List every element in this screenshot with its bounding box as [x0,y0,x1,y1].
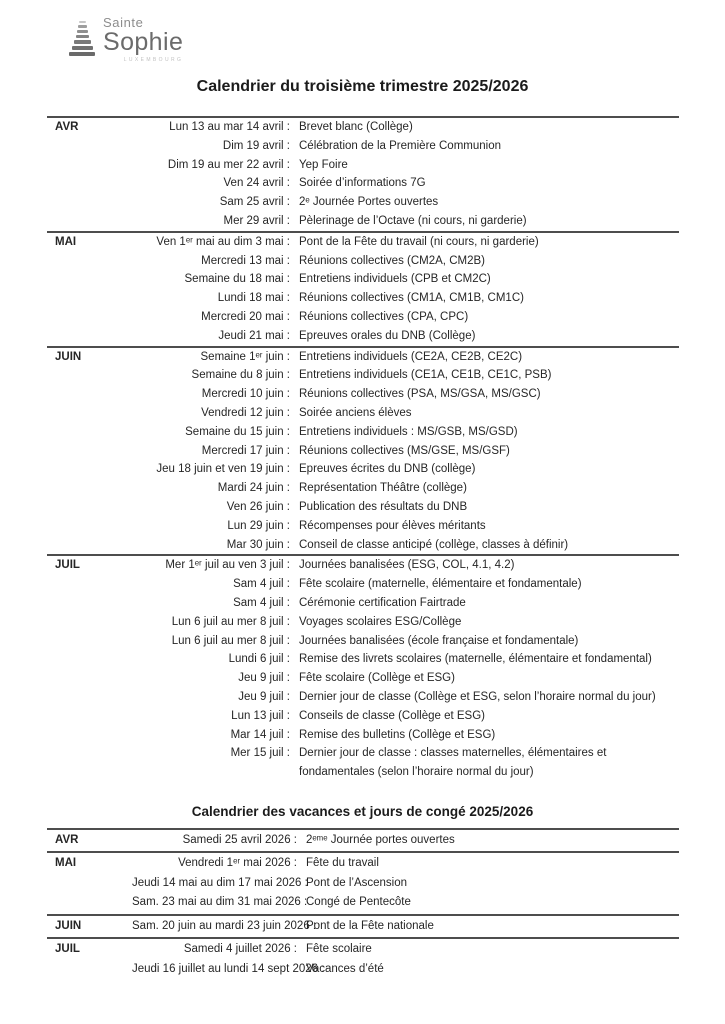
calendar-row [47,308,679,327]
month-label: AVR [55,833,79,846]
event-date: Samedi 4 juillet 2026 : [183,943,297,956]
event-date: Mar 14 juil : [230,728,290,741]
month-section [47,346,679,555]
calendar-row [47,688,679,707]
calendar-row [47,632,679,651]
event-date: Semaine du 8 juin : [191,369,290,382]
event-date: Lundi 6 juil : [228,653,290,666]
calendar-row [47,174,679,193]
event-date: Lun 29 juin : [227,519,290,532]
event-date: Samedi 25 avril 2026 : [182,833,297,846]
month-section [47,937,679,980]
event-label: Entretiens individuels (CE2A, CE2B, CE2C) [299,350,523,363]
calendar-row [47,193,679,212]
calendar-row [47,669,679,688]
event-date: Mardi 24 juin : [217,482,290,495]
event-label: Entretiens individuels (CE1A, CE1B, CE1C, PSB) [299,369,552,382]
event-label: Réunions collectives (CPA, CPC) [299,310,469,323]
trimester-calendar-title: Calendrier du troisième trimestre 2025/2026 [196,78,529,95]
month-label: MAI [55,857,77,870]
event-label: Epreuves orales du DNB (Collège) [299,329,476,342]
event-label: Récompenses pour élèves méritants [299,519,486,532]
event-date: Sam 25 avril : [219,196,290,209]
event-label: 2ᵉᵐᵉ Journée portes ouvertes [306,833,455,846]
calendar-row [47,874,679,894]
event-label: Fête du travail [306,857,379,870]
event-label: Fête scolaire (Collège et ESG) [299,672,455,685]
month-section [47,851,679,914]
event-date: Sam. 23 mai au dim 31 mai 2026 : [132,896,308,909]
calendar-row [47,270,679,289]
calendar-row [47,744,679,782]
event-date: Mer 1ᵉʳ juil au ven 3 juil : [165,559,290,572]
event-label: Congé de Pentecôte [306,896,411,909]
event-label: Fête scolaire (maternelle, élémentaire et fondamentale) [299,578,582,591]
calendar-row [47,594,679,613]
event-label: Vacances d’été [306,962,384,975]
month-label: JUIN [55,919,82,932]
month-label: JUIN [55,350,82,363]
calendar-row [47,556,679,575]
event-date: Mar 30 juin : [226,538,290,551]
event-date: Ven 24 avril : [223,177,290,190]
event-label: Réunions collectives (CM1A, CM1B, CM1C) [299,292,524,305]
event-label: Conseil de classe anticipé (collège, classes à définir) [299,538,569,551]
event-label: Représentation Théâtre (collège) [299,482,467,495]
lighthouse-icon [69,21,95,56]
event-label: Pont de la Fête du travail (ni cours, ni garderie) [299,235,539,248]
calendar-row [47,137,679,156]
event-date: Jeu 18 juin et ven 19 juin : [156,463,290,476]
event-date: Jeudi 21 mai : [218,329,290,342]
event-date: Ven 26 juin : [226,500,290,513]
month-label: AVR [55,121,79,133]
event-date: Dim 19 avril : [222,139,290,152]
month-section [47,828,679,852]
event-date: Jeu 9 juil : [238,672,290,685]
logo-name-bottom: Sophie [103,27,184,56]
event-date: Sam. 20 juin au mardi 23 juin 2026 : [132,919,317,932]
calendar-row [47,917,679,937]
event-label: Entretiens individuels : MS/GSB, MS/GSD) [299,425,518,438]
event-label: Yep Foire [299,158,348,171]
event-label: Remise des bulletins (Collège et ESG) [299,728,496,741]
holidays-calendar-table [47,828,679,981]
calendar-row [47,893,679,913]
school-logo [69,16,183,63]
event-date: Mer 15 juil : [230,747,290,760]
month-section [47,116,679,231]
calendar-row [47,707,679,726]
event-date: Jeudi 16 juillet au lundi 14 sept 2026 : [132,962,325,975]
calendar-row [47,726,679,745]
event-date: Jeu 9 juil : [238,690,290,703]
event-label: Brevet blanc (Collège) [299,121,413,133]
month-label: JUIL [55,943,80,956]
event-date: Vendredi 12 juin : [201,406,290,419]
event-label: Dernier jour de classe : classes maternelles, élémentaires et fondamentales (selon l’horaire normal du jour) [299,747,607,779]
calendar-row [47,289,679,308]
event-label: Pont de l’Ascension [306,876,408,889]
event-date: Mercredi 20 mai : [201,310,290,323]
event-date: Mercredi 10 juin : [201,388,290,401]
event-date: Dim 19 au mer 22 avril : [167,158,290,171]
calendar-row [47,233,679,252]
calendar-row [47,854,679,874]
event-label: Réunions collectives (MS/GSE, MS/GSF) [299,444,510,457]
event-label: Journées banalisées (école française et fondamentale) [299,634,579,647]
event-label: Publication des résultats du DNB [299,500,468,513]
calendar-row [47,366,679,385]
event-date: Lun 6 juil au mer 8 juil : [171,615,290,628]
month-section [47,914,679,938]
calendar-row [47,575,679,594]
calendar-row [47,385,679,404]
event-date: Lundi 18 mai : [217,292,290,305]
event-label: Entretiens individuels (CPB et CM2C) [299,273,491,286]
event-label: Fête scolaire [306,943,372,956]
event-label: 2ᵉ Journée Portes ouvertes [299,196,439,209]
calendar-row [47,252,679,271]
logo-text [103,16,183,63]
event-date: Ven 1ᵉʳ mai au dim 3 mai : [156,235,290,248]
calendar-row [47,423,679,442]
calendar-row [47,517,679,536]
event-label: Soirée d’informations 7G [299,177,426,190]
calendar-row [47,442,679,461]
calendar-row [47,960,679,980]
trimester-calendar-table [47,116,679,782]
event-date: Lun 6 juil au mer 8 juil : [171,634,290,647]
event-date: Lun 13 au mar 14 avril : [169,121,290,133]
event-label: Journées banalisées (ESG, COL, 4.1, 4.2) [299,559,515,572]
event-label: Réunions collectives (CM2A, CM2B) [299,254,485,267]
event-label: Soirée anciens élèves [299,406,412,419]
month-section [47,231,679,346]
event-date: Jeudi 14 mai au dim 17 mai 2026 : [132,876,308,889]
event-date: Mercredi 17 juin : [201,444,290,457]
event-date: Mercredi 13 mai : [201,254,290,267]
calendar-row [47,498,679,517]
event-label: Dernier jour de classe (Collège et ESG, selon l’horaire normal du jour) [299,690,656,703]
event-label: Pèlerinage de l’Octave (ni cours, ni garderie) [299,214,527,227]
event-label: Conseils de classe (Collège et ESG) [299,709,485,722]
calendar-row [47,348,679,367]
event-date: Sam 4 juil : [233,578,290,591]
event-date: Semaine du 15 juin : [185,425,290,438]
calendar-row [47,118,679,137]
event-date: Sam 4 juil : [233,596,290,609]
calendar-row [47,650,679,669]
calendar-row [47,831,679,851]
calendar-row [47,156,679,175]
calendar-row [47,212,679,231]
event-label: Pont de la Fête nationale [306,919,434,932]
calendar-row [47,613,679,632]
event-label: Célébration de la Première Communion [299,139,501,152]
calendar-row [47,536,679,555]
event-date: Mer 29 avril : [223,214,290,227]
logo-subtitle: LUXEMBOURG [123,56,184,63]
holidays-calendar-title: Calendrier des vacances et jours de congé 2025/2026 [191,803,534,819]
calendar-row [47,479,679,498]
calendar-row [47,327,679,346]
event-label: Cérémonie certification Fairtrade [299,596,466,609]
event-label: Epreuves écrites du DNB (collège) [299,463,476,476]
logo-name-top: Sainte [103,15,144,30]
calendar-row [47,940,679,960]
event-label: Voyages scolaires ESG/Collège [299,615,462,628]
calendar-row [47,404,679,423]
month-section [47,554,679,782]
event-date: Lun 13 juil : [231,709,290,722]
event-label: Remise des livrets scolaires (maternelle, élémentaire et fondamental) [299,653,652,666]
event-date: Semaine 1ᵉʳ juin : [200,350,290,363]
event-date: Semaine du 18 mai : [184,273,290,286]
event-date: Vendredi 1ᵉʳ mai 2026 : [178,857,297,870]
month-label: JUIL [55,559,80,572]
calendar-row [47,460,679,479]
event-label: Réunions collectives (PSA, MS/GSA, MS/GSC) [299,388,541,401]
month-label: MAI [55,235,77,248]
